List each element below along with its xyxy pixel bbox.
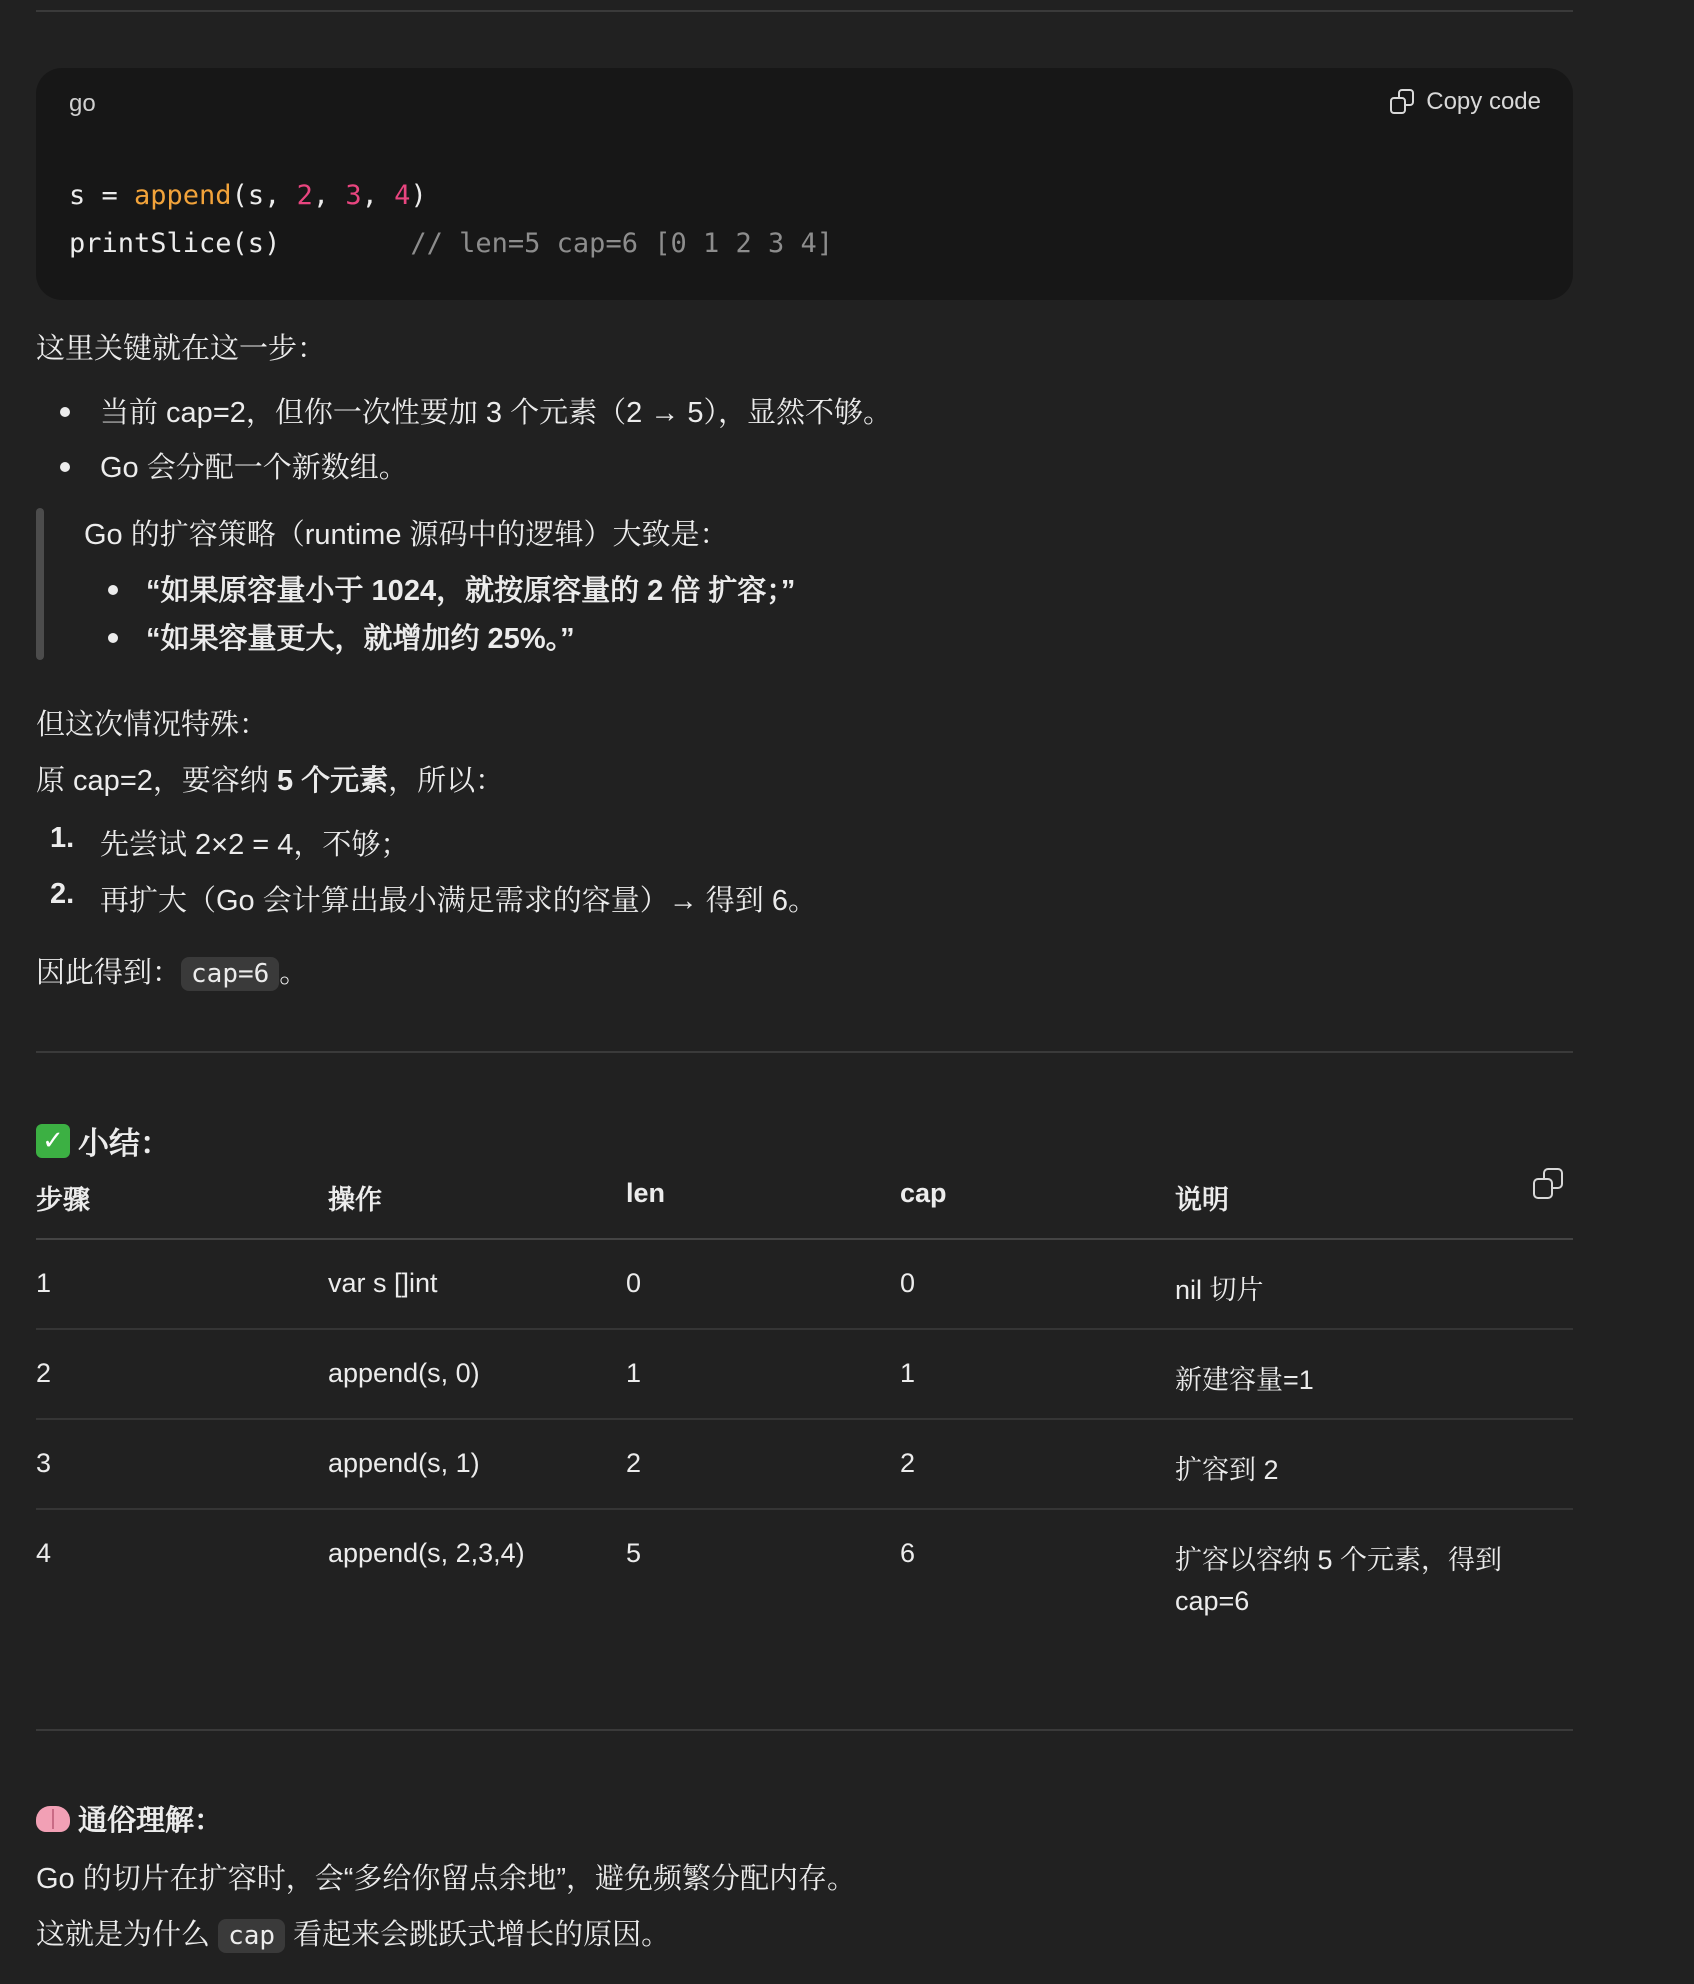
bullet-dot <box>60 407 70 417</box>
intro-text: 这里关键就在这一步： <box>36 333 327 365</box>
bullet-dot <box>60 462 70 472</box>
table-header: 步骤 <box>36 1185 90 1215</box>
paragraph: 原 cap=2，要容纳 5 个元素，所以： <box>36 765 505 797</box>
table-cell: 2 <box>36 1358 52 1388</box>
table-header: cap <box>900 1178 947 1208</box>
step-text: 再扩大（Go 会计算出最小满足需求的容量）→ 得到 6。 <box>100 885 817 917</box>
blockquote-title: Go 的扩容策略（runtime 源码中的逻辑）大致是： <box>84 519 729 551</box>
check-mark-icon: ✓ <box>36 1124 70 1158</box>
inline-code: cap=6 <box>181 957 279 991</box>
table-cell: 4 <box>36 1538 52 1568</box>
table-header: 操作 <box>328 1185 382 1215</box>
table-cell: 1 <box>626 1358 642 1388</box>
blockquote-item: “如果容量更大，就增加约 25%。” <box>146 623 575 655</box>
divider <box>36 1051 1573 1053</box>
code-content: s = append(s, 2, 3, 4) printSlice(s) // len=5 cap=6 [0 1 2 3 4] <box>69 180 834 259</box>
code-language: go <box>69 90 96 117</box>
step-number: 2. <box>50 878 75 910</box>
table-cell: 扩容以容纳 5 个元素，得到 <box>1175 1545 1503 1575</box>
table-cell: 0 <box>626 1268 642 1298</box>
table-header: len <box>626 1178 666 1208</box>
table-divider <box>36 1508 1573 1510</box>
bullet-dot <box>108 585 118 595</box>
table-cell: 2 <box>626 1448 642 1478</box>
summary-heading: ✓ 小结： <box>36 1118 171 1163</box>
table-cell: cap=6 <box>1175 1586 1250 1616</box>
step-number: 1. <box>50 822 75 854</box>
paragraph: 但这次情况特殊： <box>36 709 269 741</box>
blockquote-bar <box>36 508 44 660</box>
table-cell: 2 <box>900 1448 916 1478</box>
brain-icon <box>36 1806 70 1832</box>
table-divider <box>36 1238 1573 1240</box>
table-cell: 1 <box>36 1268 52 1298</box>
table-cell: append(s, 2,3,4) <box>328 1538 525 1568</box>
table-cell: 3 <box>36 1448 52 1478</box>
inline-code: cap <box>218 1919 285 1953</box>
table-divider <box>36 1418 1573 1420</box>
table-cell: append(s, 1) <box>328 1448 480 1478</box>
table-cell: 0 <box>900 1268 916 1298</box>
step-text: 先尝试 2×2 = 4，不够； <box>100 829 410 861</box>
table-cell: nil 切片 <box>1175 1275 1264 1305</box>
table-cell: 6 <box>900 1538 916 1568</box>
code-block <box>36 68 1573 300</box>
list-item: 当前 cap=2，但你一次性要加 3 个元素（2 → 5），显然不够。 <box>100 397 892 429</box>
copy-table-icon[interactable] <box>1533 1168 1565 1200</box>
result-line: 因此得到： cap=6 。 <box>36 957 309 989</box>
copy-code-label: Copy code <box>1426 88 1541 115</box>
divider <box>36 10 1573 12</box>
bullet-dot <box>108 633 118 643</box>
table-header: 说明 <box>1175 1185 1229 1215</box>
table-cell: var s []int <box>328 1268 438 1298</box>
table-cell: 新建容量=1 <box>1175 1365 1314 1395</box>
paragraph: Go 的切片在扩容时，会“多给你留点余地”，避免频繁分配内存。 <box>36 1863 857 1895</box>
plain-heading: 通俗理解： <box>36 1798 223 1839</box>
table-cell: 1 <box>900 1358 916 1388</box>
table-cell: 5 <box>626 1538 642 1568</box>
paragraph: 这就是为什么 cap 看起来会跳跃式增长的原因。 <box>36 1919 671 1951</box>
table-cell: 扩容到 2 <box>1175 1455 1279 1485</box>
table-divider <box>36 1328 1573 1330</box>
copy-icon <box>1390 89 1416 115</box>
table-cell: append(s, 0) <box>328 1358 480 1388</box>
list-item: Go 会分配一个新数组。 <box>100 452 408 484</box>
blockquote-item: “如果原容量小于 1024，就按原容量的 2 倍 扩容；” <box>146 575 796 607</box>
divider <box>36 1729 1573 1731</box>
copy-code-button[interactable] <box>1390 88 1541 116</box>
